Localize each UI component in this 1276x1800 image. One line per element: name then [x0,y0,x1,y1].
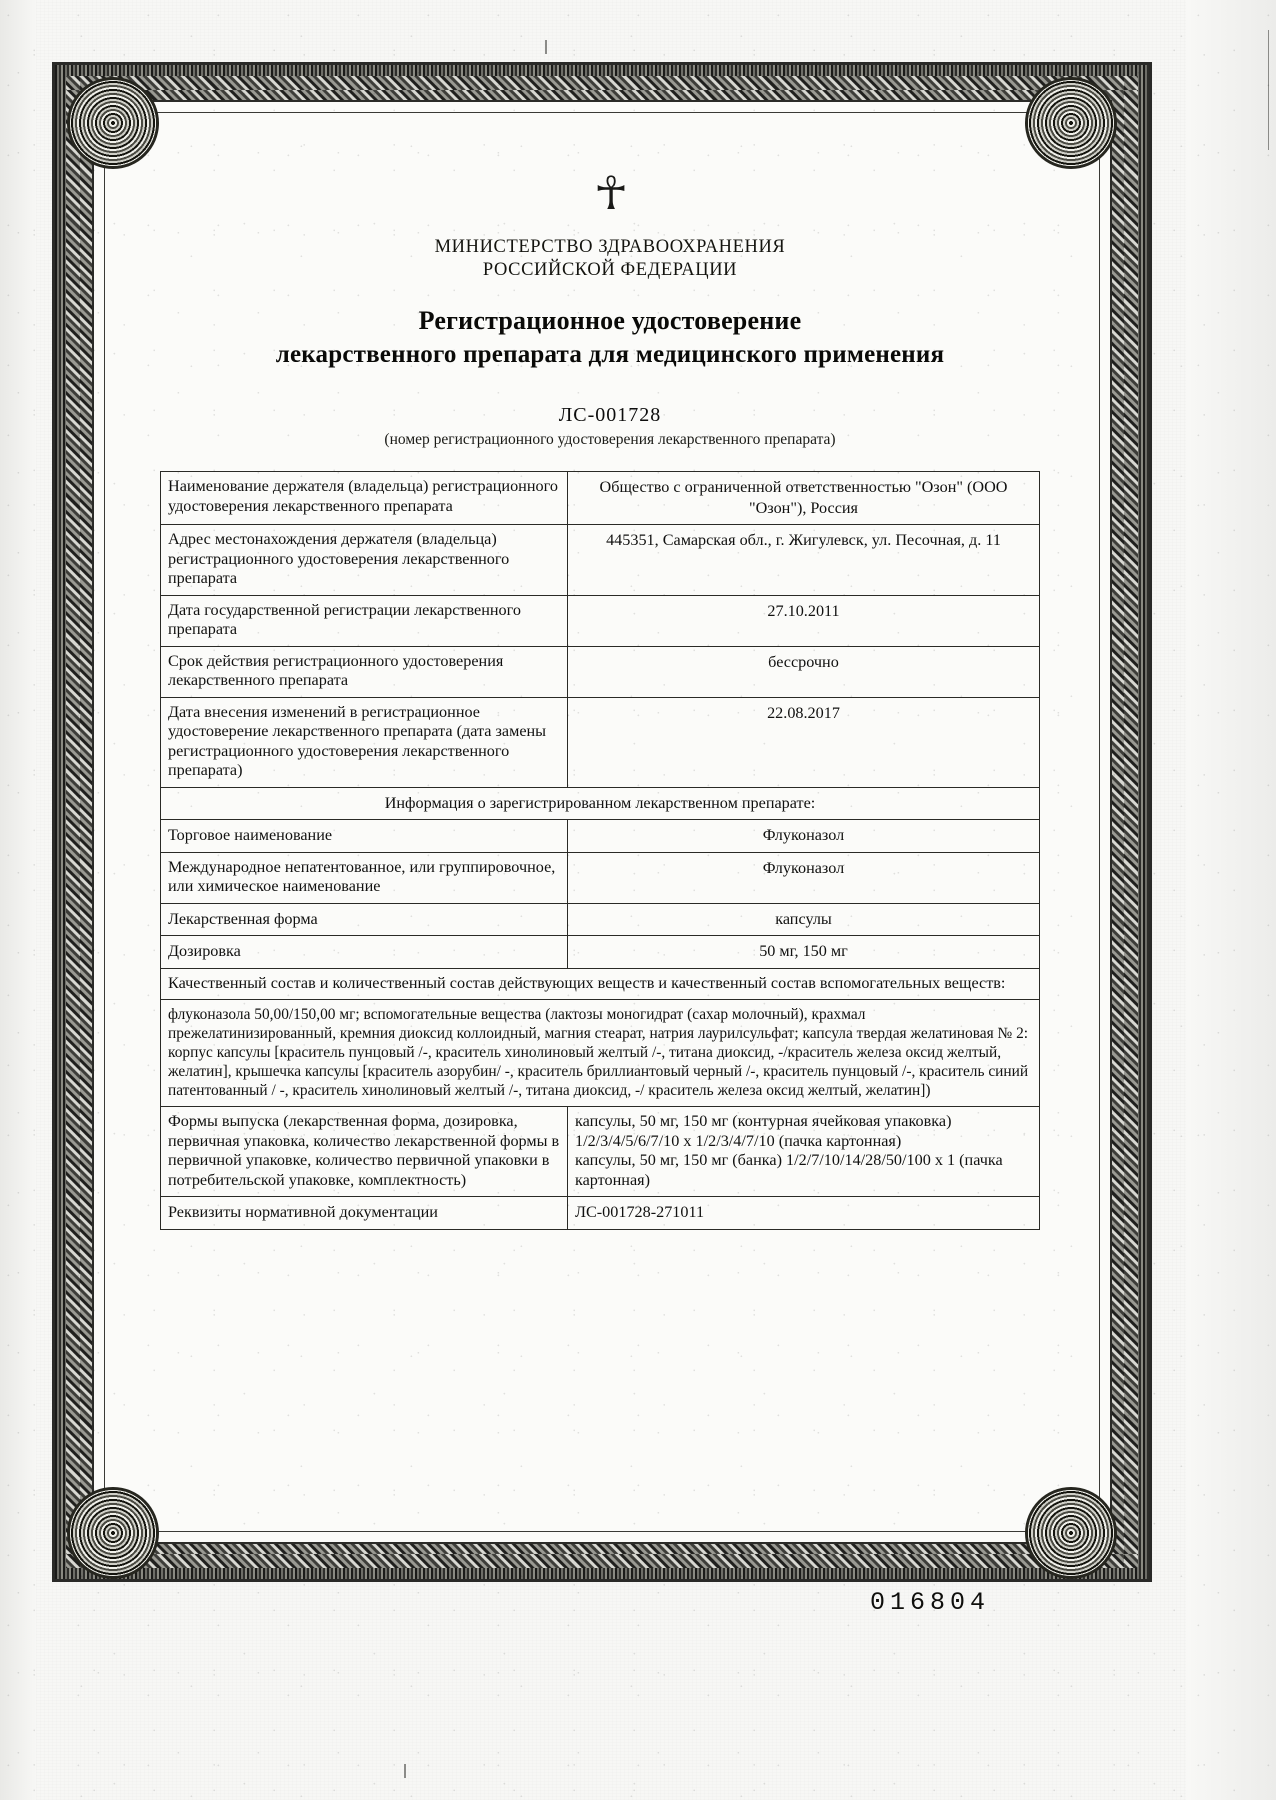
table-row [161,1000,1040,1107]
row-value-amendment-date: 22.08.2017 [568,697,1040,787]
table-row [161,936,1040,969]
ministry-line-2: РОССИЙСКОЙ ФЕДЕРАЦИИ [482,260,738,280]
serial-number: 016804 [870,1588,991,1617]
table-row [161,903,1040,936]
document-title-line-1: Регистрационное удостоверение [418,306,802,335]
row-value-dosage: 50 мг, 150 мг [568,936,1040,969]
table-row [161,820,1040,853]
row-value-validity-period: бессрочно [568,646,1040,697]
row-label-dosage: Дозировка [161,936,568,969]
table-row [161,1197,1040,1230]
registration-number-caption: (номер регистрационного удостоверения лекарственного препарата) [384,431,836,448]
row-label-release-forms: Формы выпуска (лекарственная форма, дозировка, первичная упаковка, количество лекарственной формы в первичной упаковке, количество первичной упаковки в потребительской упаковке, комплектность) [161,1107,568,1197]
document-title [160,304,1060,372]
crop-mark-top [545,40,547,54]
crop-mark-right [1268,30,1269,150]
scan-edge-left [0,0,36,1800]
row-label-dosage-form: Лекарственная форма [161,903,568,936]
row-label-holder-name: Наименование держателя (владельца) регистрационного удостоверения лекарственного препарата [161,472,568,525]
row-value-inn: Флуконазол [568,852,1040,903]
row-label-inn: Международное непатентованное, или группировочное, или химическое наименование [161,852,568,903]
release-form-line-1: капсулы, 50 мг, 150 мг (контурная ячейковая упаковка) 1/2/3/4/5/6/7/10 х 1/2/3/4/7/10 (пачка картонная) [575,1112,952,1150]
row-label-normative-docs: Реквизиты нормативной документации [161,1197,568,1230]
corner-rosette-top-right-icon [1028,80,1114,166]
registration-number: ЛС-001728 [558,404,662,426]
row-value-normative-docs: ЛС-001728-271011 [568,1197,1040,1230]
row-value-release-forms [568,1107,1040,1197]
row-value-holder-name: Общество с ограниченной ответственностью "Озон" (ООО "Озон"), Россия [568,472,1040,525]
release-form-line-2: капсулы, 50 мг, 150 мг (банка) 1/2/7/10/14/28/50/100 х 1 (пачка картонная) [575,1151,1003,1189]
row-value-registration-date: 27.10.2011 [568,595,1040,646]
table-row [161,525,1040,596]
document-title-line-2: лекарственного препарата для медицинского применения [275,341,945,368]
certificate-content [160,170,1060,1230]
row-value-trade-name: Флуконазол [568,820,1040,853]
table-row [161,646,1040,697]
row-label-trade-name: Торговое наименование [161,820,568,853]
corner-rosette-bottom-left-icon [70,1490,156,1576]
ministry-heading [160,236,1060,282]
row-value-composition-text: флуконазола 50,00/150,00 мг; вспомогательные вещества (лактозы моногидрат (сахар молочный), крахмал прежелатинизированный, кремния диоксид коллоидный, магния стеарат, натрия лаурилсульфат; капсула твердая желатиновая № 2: корпус капсулы [краситель пунцовый /-, краситель хинолиновый желтый /-, титана диоксид, -/краситель железа оксид желтый, желатин], крышечка капсулы [краситель азорубин/ -, краситель бриллиантовый черный /-, краситель пунцовый /-, краситель синий патентованный / -, краситель хинолиновый желтый /-, титана диоксид, -/ краситель железа оксид желтый, желатин]) [161,1000,1040,1107]
table-row [161,852,1040,903]
row-label-amendment-date: Дата внесения изменений в регистрационное удостоверение лекарственного препарата (дата замены регистрационного удостоверения лекарственного препарата) [161,697,568,787]
certificate-table [160,471,1040,1230]
table-row [161,968,1040,1000]
table-row [161,472,1040,525]
row-value-holder-address: 445351, Самарская обл., г. Жигулевск, ул. Песочная, д. 11 [568,525,1040,596]
section-header-product-info: Информация о зарегистрированном лекарственном препарате: [161,787,1040,820]
crop-mark-bottom [404,1764,406,1778]
table-row [161,1107,1040,1197]
corner-rosette-top-left-icon [70,80,156,166]
row-label-registration-date: Дата государственной регистрации лекарственного препарата [161,595,568,646]
table-row [161,595,1040,646]
russian-coat-of-arms-icon: ☥ [593,168,627,219]
row-label-holder-address: Адрес местонахождения держателя (владельца) регистрационного удостоверения лекарственного препарата [161,525,568,596]
scan-edge-right [1186,0,1276,1800]
row-label-validity-period: Срок действия регистрационного удостоверения лекарственного препарата [161,646,568,697]
ministry-line-1: МИНИСТЕРСТВО ЗДРАВООХРАНЕНИЯ [434,237,786,257]
table-row [161,697,1040,787]
corner-rosette-bottom-right-icon [1028,1490,1114,1576]
row-label-composition-header: Качественный состав и количественный состав действующих веществ и качественный состав вспомогательных веществ: [161,968,1040,1000]
table-section-header-row [161,787,1040,820]
row-value-dosage-form: капсулы [568,903,1040,936]
